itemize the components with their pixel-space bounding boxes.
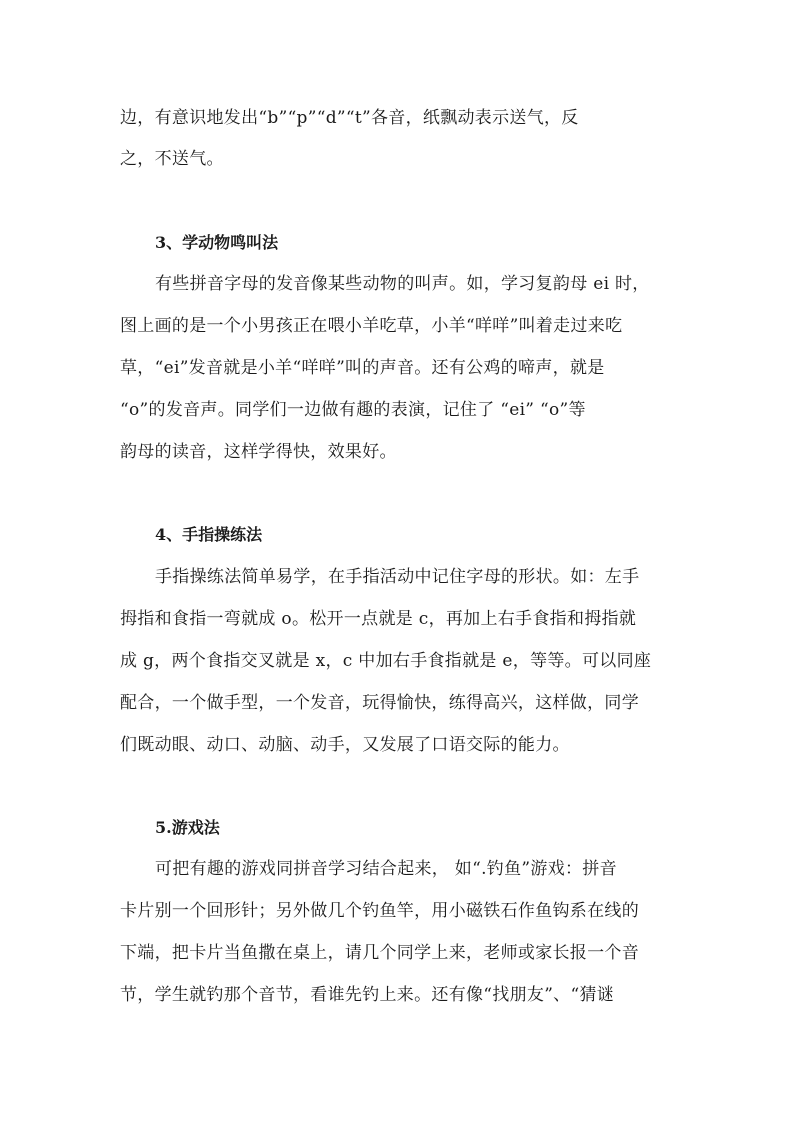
paragraph-line: 手指操练法简单易学，在手指活动中记住字母的形状。如：左手 <box>155 567 640 587</box>
paragraph-line: 下端，把卡片当鱼撒在桌上，请几个同学上来，老师或家长报一个音 <box>120 943 639 963</box>
paragraph-line: “o”的发音声。同学们一边做有趣的表演，记住了 “ei” “o”等 <box>120 400 586 420</box>
section-heading-4: 4、手指操练法 <box>155 525 263 544</box>
paragraph-line: 成 g，两个食指交叉就是 x，c 中加右手食指就是 e，等等。可以同座 <box>120 651 652 671</box>
paragraph-line: 边，有意识地发出“b”“p”“d”“t”各音，纸飘动表示送气，反 <box>120 108 579 128</box>
paragraph-line: 草，“ei”发音就是小羊“咩咩”叫的声音。还有公鸡的啼声，就是 <box>120 358 605 378</box>
paragraph-line: 韵母的读音，这样学得快，效果好。 <box>120 442 397 462</box>
paragraph-line: 拇指和食指一弯就成 o。松开一点就是 c，再加上右手食指和拇指就 <box>120 609 637 629</box>
paragraph-line: 节，学生就钓那个音节，看谁先钓上来。还有像“找朋友”、“猜谜 <box>120 985 615 1005</box>
section-heading-5: 5.游戏法 <box>155 818 220 837</box>
paragraph-line: 配合，一个做手型，一个发音，玩得愉快，练得高兴，这样做，同学 <box>120 693 639 713</box>
paragraph-line: 图上画的是一个小男孩正在喂小羊吃草，小羊“咩咩”叫着走过来吃 <box>120 316 623 336</box>
paragraph-line: 可把有趣的游戏同拼音学习结合起来， 如“.钓鱼”游戏：拼音 <box>155 859 617 879</box>
paragraph-line: 卡片别一个回形针；另外做几个钓鱼竿，用小磁铁石作鱼钩系在线的 <box>120 901 639 921</box>
paragraph-line: 有些拼音字母的发音像某些动物的叫声。如，学习复韵母 ei 时， <box>155 274 650 294</box>
section-heading-3: 3、学动物鸣叫法 <box>155 233 279 252</box>
paragraph-line: 们既动眼、动口、动脑、动手，又发展了口语交际的能力。 <box>120 735 570 755</box>
paragraph-line: 之，不送气。 <box>120 149 224 169</box>
